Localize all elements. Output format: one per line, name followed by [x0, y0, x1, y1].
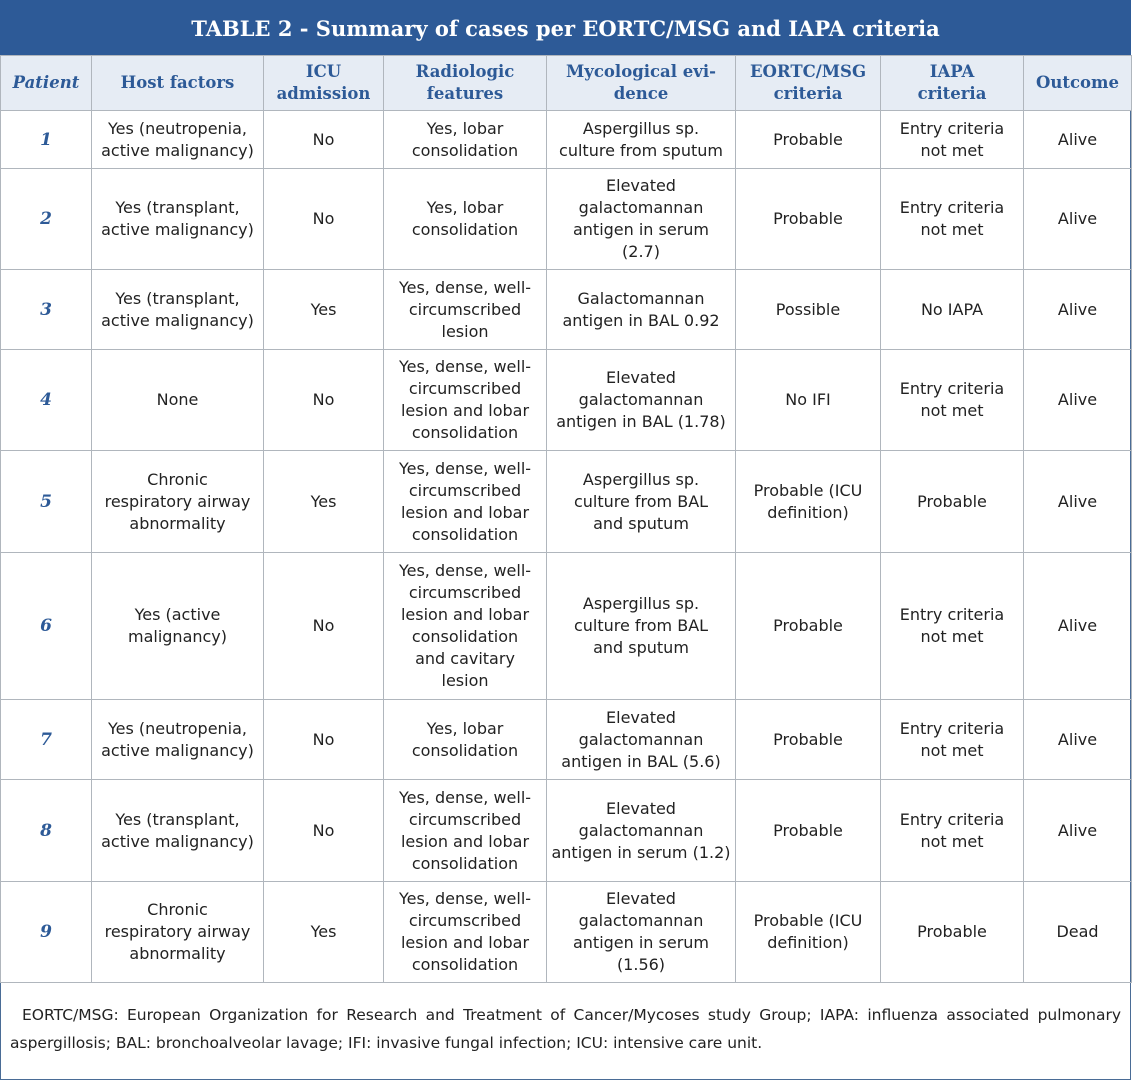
cell-iapa-criteria: Entry criteria not met — [881, 780, 1024, 882]
cell-icu-admission: Yes — [264, 882, 384, 983]
cell-icu-admission: No — [264, 350, 384, 451]
cell-host-factors: Yes (transplant, active malignancy) — [92, 780, 264, 882]
cell-host-factors: Chronic respiratory airway abnormality — [92, 451, 264, 553]
cell-outcome: Alive — [1024, 111, 1132, 169]
table-body — [1, 111, 1132, 983]
cell-radiologic-features: Yes, dense, well- circumscribed lesion — [384, 270, 547, 350]
cell-patient: 3 — [1, 270, 92, 350]
cell-icu-admission: Yes — [264, 270, 384, 350]
table-row — [1, 780, 1132, 882]
cell-iapa-criteria: Entry criteria not met — [881, 111, 1024, 169]
table-row — [1, 553, 1132, 700]
header-host-factors: Host factors — [92, 56, 264, 111]
cell-icu-admission: No — [264, 780, 384, 882]
cell-mycological-evidence: Galactomannan antigen in BAL 0.92 — [547, 270, 736, 350]
table-row — [1, 169, 1132, 270]
cell-patient: 6 — [1, 553, 92, 700]
cell-iapa-criteria: Entry criteria not met — [881, 553, 1024, 700]
cell-outcome: Alive — [1024, 700, 1132, 780]
cell-outcome: Alive — [1024, 350, 1132, 451]
cell-host-factors: Yes (transplant, active malignancy) — [92, 169, 264, 270]
cell-host-factors: None — [92, 350, 264, 451]
cell-eortc-msg-criteria: No IFI — [736, 350, 881, 451]
cell-patient: 1 — [1, 111, 92, 169]
cell-mycological-evidence: Aspergillus sp. culture from BAL and sputum — [547, 553, 736, 700]
cell-radiologic-features: Yes, dense, well- circumscribed lesion and lobar consolidation and cavitary lesion — [384, 553, 547, 700]
table-footnote: EORTC/MSG: European Organization for Research and Treatment of Cancer/Mycoses study Group; IAPA: influenza associated pulmonary aspergillosis; BAL: bronchoalveolar lavage; IFI: invasive fungal infection; ICU: intensive care unit. — [10, 1006, 1121, 1052]
cell-outcome: Alive — [1024, 169, 1132, 270]
header-mycological-evidence: Mycological evi- dence — [547, 56, 736, 111]
header-patient: Patient — [1, 56, 92, 111]
header-eortc-msg-criteria: EORTC/MSG criteria — [736, 56, 881, 111]
table-row — [1, 270, 1132, 350]
cases-table — [0, 55, 1132, 983]
cell-mycological-evidence: Aspergillus sp. culture from BAL and sputum — [547, 451, 736, 553]
cell-radiologic-features: Yes, dense, well- circumscribed lesion and lobar consolidation — [384, 350, 547, 451]
cell-radiologic-features: Yes, dense, well- circumscribed lesion and lobar consolidation — [384, 780, 547, 882]
cell-eortc-msg-criteria: Probable (ICU definition) — [736, 882, 881, 983]
cell-host-factors: Chronic respiratory airway abnormality — [92, 882, 264, 983]
cell-radiologic-features: Yes, lobar consolidation — [384, 169, 547, 270]
cell-radiologic-features: Yes, dense, well- circumscribed lesion and lobar consolidation — [384, 882, 547, 983]
cell-host-factors: Yes (active malignancy) — [92, 553, 264, 700]
cell-iapa-criteria: No IAPA — [881, 270, 1024, 350]
header-radiologic-features: Radiologic features — [384, 56, 547, 111]
table-row — [1, 882, 1132, 983]
cell-radiologic-features: Yes, lobar consolidation — [384, 700, 547, 780]
cell-eortc-msg-criteria: Probable — [736, 553, 881, 700]
cell-icu-admission: No — [264, 111, 384, 169]
cell-patient: 9 — [1, 882, 92, 983]
cell-iapa-criteria: Probable — [881, 451, 1024, 553]
cell-patient: 4 — [1, 350, 92, 451]
cell-outcome: Dead — [1024, 882, 1132, 983]
cell-radiologic-features: Yes, dense, well- circumscribed lesion and lobar consolidation — [384, 451, 547, 553]
table-row — [1, 700, 1132, 780]
cell-mycological-evidence: Elevated galactomannan antigen in serum (1.2) — [547, 780, 736, 882]
table-row — [1, 350, 1132, 451]
cell-outcome: Alive — [1024, 451, 1132, 553]
table-row — [1, 451, 1132, 553]
cell-iapa-criteria: Probable — [881, 882, 1024, 983]
cell-outcome: Alive — [1024, 270, 1132, 350]
cell-host-factors: Yes (transplant, active malignancy) — [92, 270, 264, 350]
cell-eortc-msg-criteria: Probable — [736, 111, 881, 169]
cell-icu-admission: Yes — [264, 451, 384, 553]
cell-host-factors: Yes (neutropenia, active malignancy) — [92, 111, 264, 169]
cell-eortc-msg-criteria: Probable — [736, 700, 881, 780]
cell-radiologic-features: Yes, lobar consolidation — [384, 111, 547, 169]
cell-patient: 5 — [1, 451, 92, 553]
header-outcome: Outcome — [1024, 56, 1132, 111]
cell-icu-admission: No — [264, 700, 384, 780]
header-row — [1, 56, 1132, 111]
cell-mycological-evidence: Elevated galactomannan antigen in serum (1.56) — [547, 882, 736, 983]
cell-host-factors: Yes (neutropenia, active malignancy) — [92, 700, 264, 780]
cell-patient: 8 — [1, 780, 92, 882]
cell-eortc-msg-criteria: Probable — [736, 780, 881, 882]
cell-outcome: Alive — [1024, 780, 1132, 882]
cell-patient: 2 — [1, 169, 92, 270]
table-row — [1, 111, 1132, 169]
cell-mycological-evidence: Elevated galactomannan antigen in BAL (1.78) — [547, 350, 736, 451]
cell-eortc-msg-criteria: Probable — [736, 169, 881, 270]
cell-eortc-msg-criteria: Possible — [736, 270, 881, 350]
cell-mycological-evidence: Aspergillus sp. culture from sputum — [547, 111, 736, 169]
cell-iapa-criteria: Entry criteria not met — [881, 169, 1024, 270]
cell-iapa-criteria: Entry criteria not met — [881, 350, 1024, 451]
cell-icu-admission: No — [264, 169, 384, 270]
cell-icu-admission: No — [264, 553, 384, 700]
header-iapa-criteria: IAPA criteria — [881, 56, 1024, 111]
header-icu-admission: ICU admission — [264, 56, 384, 111]
cell-mycological-evidence: Elevated galactomannan antigen in serum (2.7) — [547, 169, 736, 270]
cell-outcome: Alive — [1024, 553, 1132, 700]
cell-mycological-evidence: Elevated galactomannan antigen in BAL (5.6) — [547, 700, 736, 780]
cell-eortc-msg-criteria: Probable (ICU definition) — [736, 451, 881, 553]
cell-iapa-criteria: Entry criteria not met — [881, 700, 1024, 780]
table-title: TABLE 2 - Summary of cases per EORTC/MSG and IAPA criteria — [0, 0, 1131, 55]
cell-patient: 7 — [1, 700, 92, 780]
